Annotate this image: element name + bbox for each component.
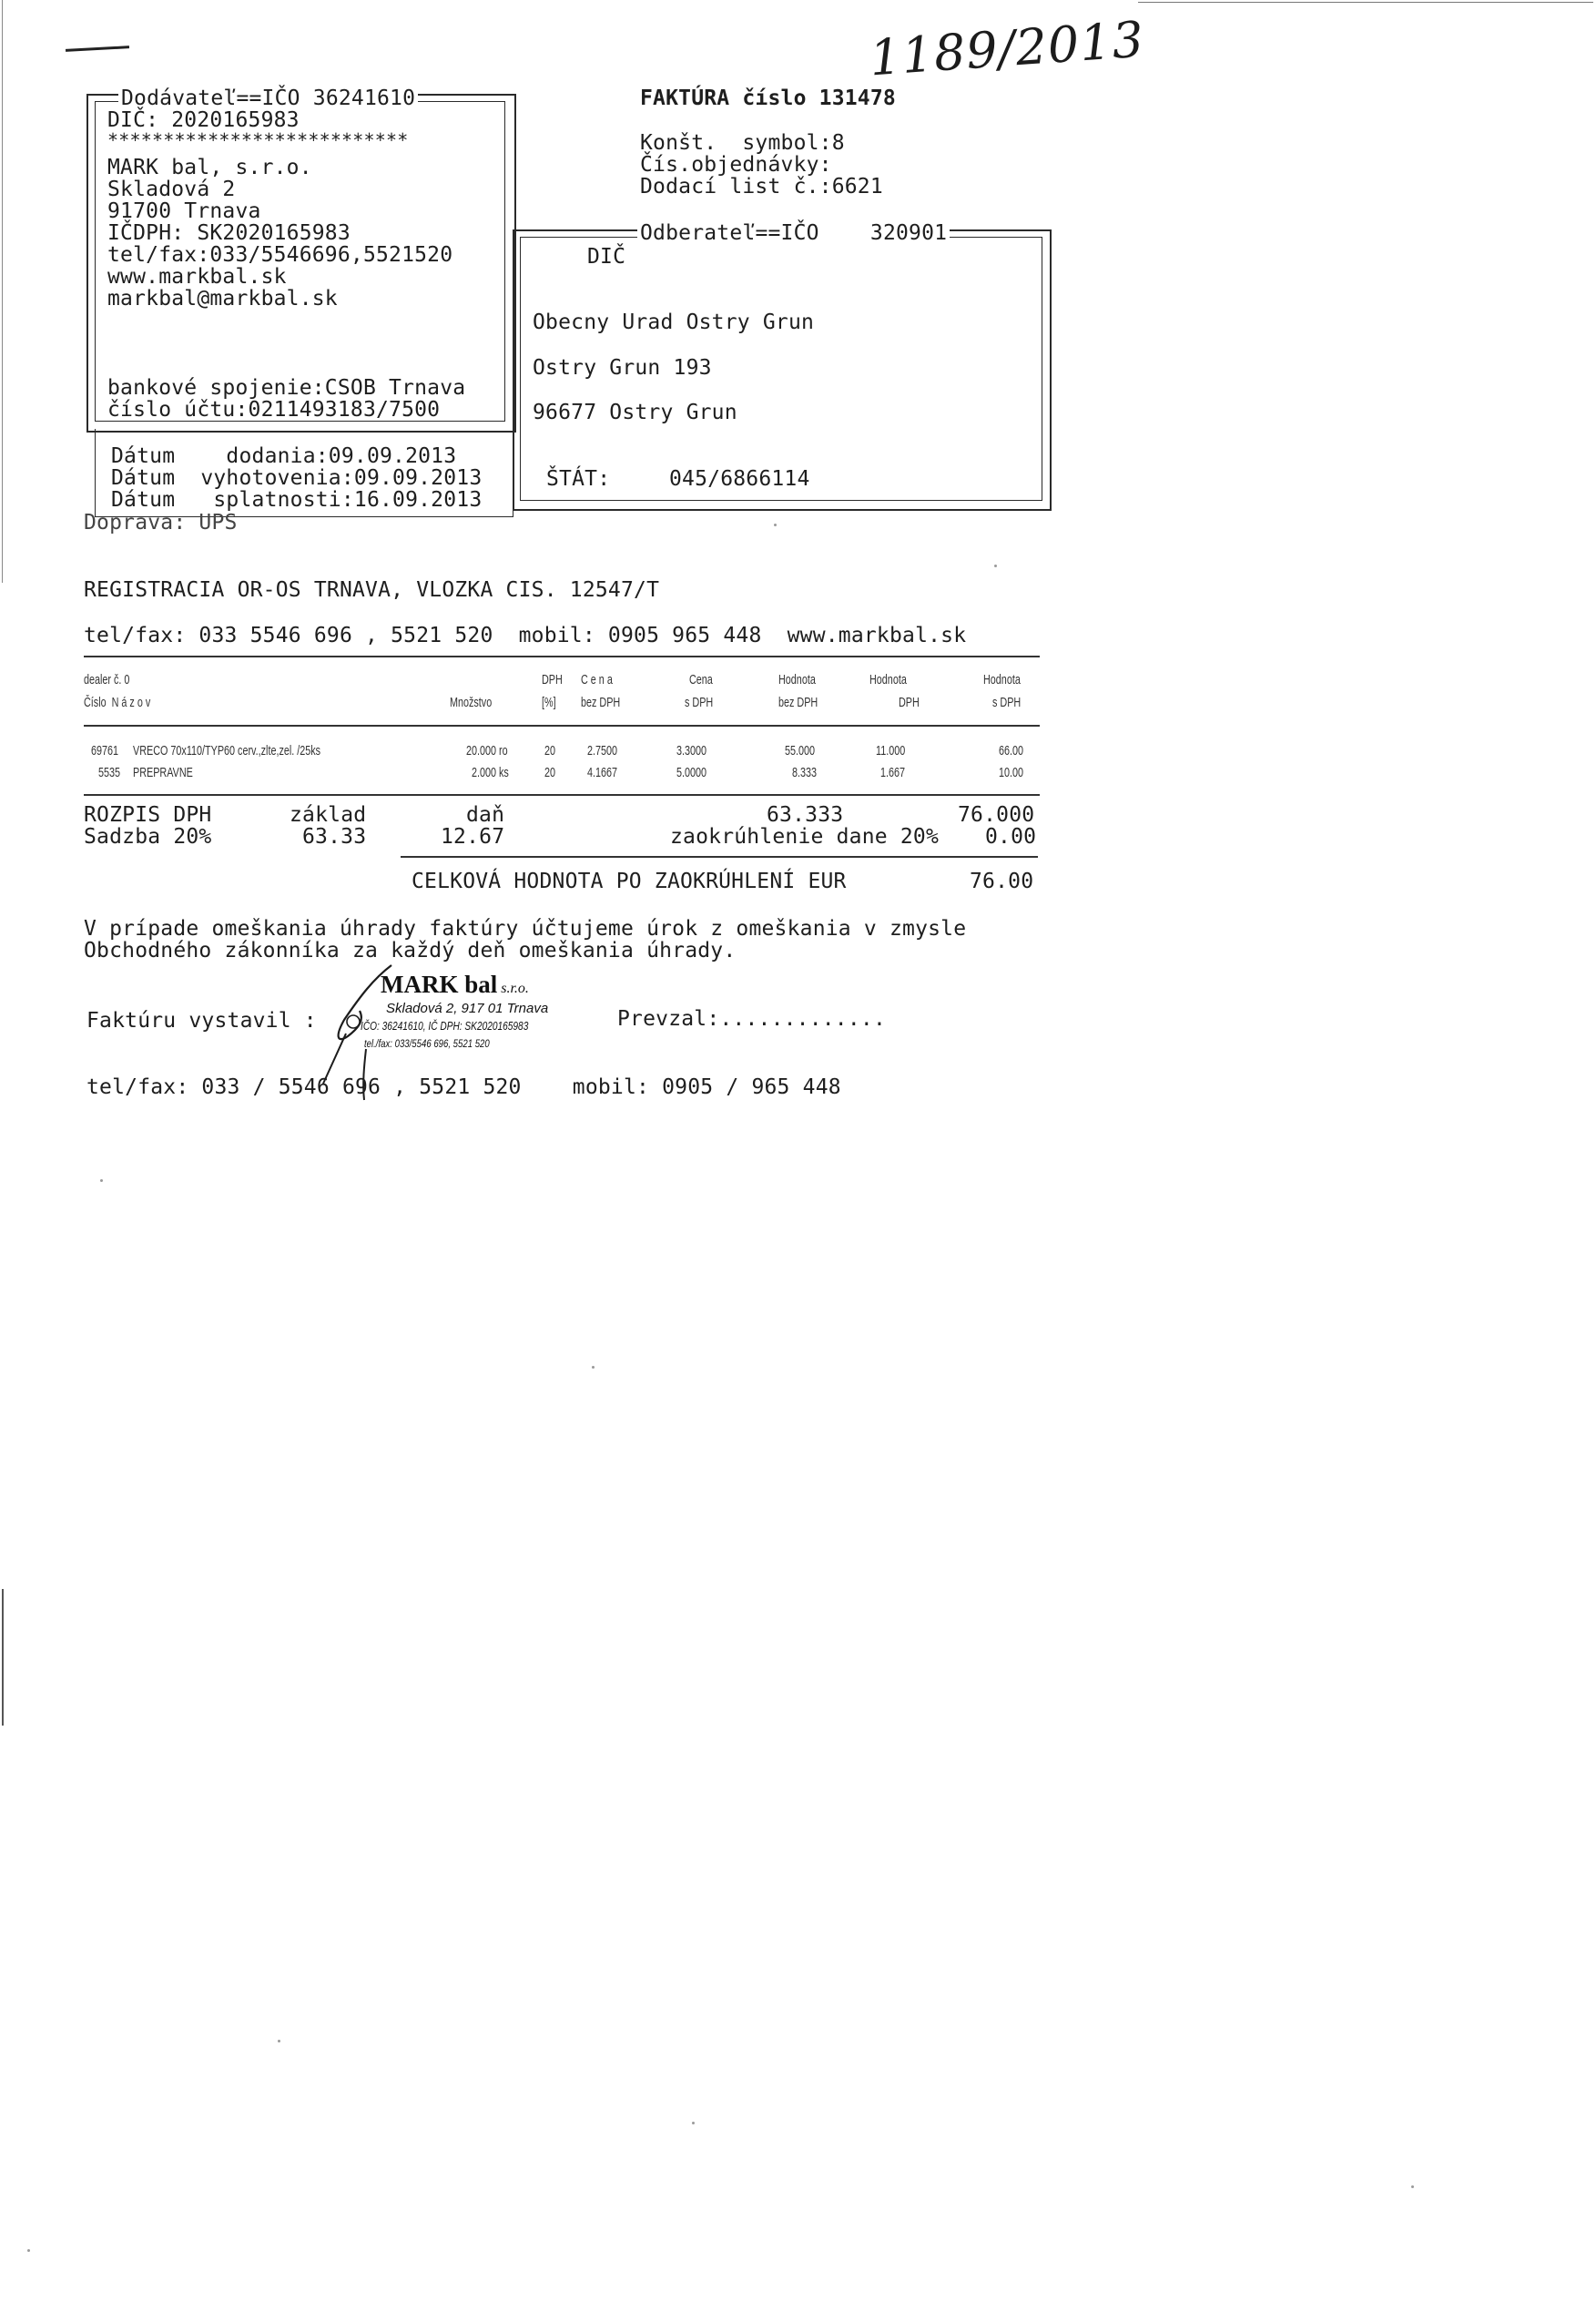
supplier-icdph: IČDPH: SK2020165983 [107,221,351,245]
vat-total-bez: 63.333 [767,803,844,827]
vat-dan-label: daň [466,803,505,827]
delivery-note: Dodací list č.:6621 [640,175,883,199]
row-mnozstvo: 2.000 ks [472,765,509,780]
handwritten-dash [66,46,129,52]
row-dph: 20 [544,765,556,780]
customer-ico: 320901 [869,221,948,245]
th-hodnota: Hodnota [778,672,816,687]
stamp-phone: tel./fax: 033/5546 696, 5521 520 [364,1037,490,1050]
th-hodnota-s: Hodnota [983,672,1021,687]
row-nazov: VRECO 70x110/TYP60 cerv.,zlte,zel. /25ks [133,743,321,759]
row-hodnota-dph: 1.667 [880,765,906,780]
scan-edge-line [2,0,3,583]
stamp-ids: IČO: 36241610, IČ DPH: SK2020165983 [361,1019,529,1033]
customer-name: Obecny Urad Ostry Grun [533,311,815,334]
th-cena-bez: bez DPH [581,695,621,710]
vat-rozpis-label: ROZPIS DPH [84,803,212,827]
row-cena-s: 3.3000 [676,743,707,759]
supplier-email: markbal@markbal.sk [107,287,338,311]
vat-zaklad: 63.33 [302,825,367,849]
scan-speck [994,565,997,567]
scan-speck [1411,2185,1414,2188]
row-cislo: 5535 [98,765,121,780]
th-cena-s: s DPH [685,695,714,710]
supplier-street: Skladová 2 [107,178,236,201]
th-hodnota-bez: bez DPH [778,695,818,710]
supplier-header: Dodávateľ==IČO 36241610 [118,87,418,109]
signature-stroke-1 [339,965,391,1039]
th-dealer: dealer č. 0 [84,672,130,687]
stamp-name: MARK bal s.r.o. [381,971,529,998]
supplier-header-label: Dodávateľ [121,87,237,110]
supplier-account: číslo účtu:0211493183/7500 [107,398,441,422]
supplier-telfax: tel/fax:033/5546696,5521520 [107,243,453,267]
vat-total-s: 76.000 [958,803,1035,827]
vat-rounding: 0.00 [985,825,1037,849]
customer-stat-label: ŠTÁT: [546,467,611,491]
issued-by-label: Faktúru vystavil : [86,1009,317,1033]
row-hodnota-s: 66.00 [999,743,1024,759]
customer-street: Ostry Grun 193 [533,356,712,380]
scan-edge-line [2,1589,4,1726]
vat-dan: 12.67 [441,825,505,849]
table-bottom-rule [84,794,1040,796]
th-mnozstvo: Množstvo [450,695,493,710]
th-dph2: DPH [899,695,920,710]
supplier-ico: 36241610 [312,87,416,110]
supplier-city: 91700 Trnava [107,199,261,223]
invoice-title: FAKTÚRA číslo 131478 [640,87,896,110]
row-hodnota-s: 10.00 [999,765,1024,780]
customer-header: Odberateľ==IČO 320901 [637,222,950,244]
customer-dic: DIČ [587,245,626,269]
th-dph: DPH [542,672,563,687]
registration-line: REGISTRACIA OR-OS TRNAVA, VLOZKA CIS. 12547/T [84,578,660,602]
contact-line: tel/fax: 033 5546 696 , 5521 520 mobil: 0905 965 448 www.markbal.sk [84,624,967,647]
row-cena-s: 5.0000 [676,765,707,780]
vat-rounding-label: zaokrúhlenie dane 20% [670,825,939,849]
row-cislo: 69761 [91,743,119,759]
scan-speck [100,1179,103,1182]
row-cena-bez: 4.1667 [587,765,618,780]
row-hodnota-bez: 55.000 [785,743,816,759]
customer-phone: 045/6866114 [669,467,810,491]
supplier-stars: *************************** [107,129,409,151]
supplier-ico-label: IČO [261,87,300,110]
top-edge-rule [1138,2,1593,3]
vat-sadzba-label: Sadzba 20% [84,825,212,849]
row-mnozstvo: 20.000 ro [466,743,508,759]
scan-speck [692,2122,695,2124]
footer-contact-line: tel/fax: 033 / 5546 696 , 5521 520 mobil: 0905 / 965 448 [86,1075,841,1099]
supplier-dic: DIČ: 2020165983 [107,108,300,132]
customer-city: 96677 Ostry Grun [533,401,737,424]
date-due: Dátum splatnosti:16.09.2013 [111,488,483,512]
th-cena: C e n a [581,672,613,687]
th-s-dph2: s DPH [992,695,1022,710]
table-header-rule [84,725,1040,727]
row-dph: 20 [544,743,556,759]
received-by-label: Prevzal:............. [617,1007,886,1031]
scan-speck [27,2249,30,2252]
supplier-web: www.markbal.sk [107,265,287,289]
late-payment-notice-1: V prípade omeškania úhrady faktúry účtujeme úrok z omeškania v zmysle [84,917,967,941]
scan-speck [774,524,777,526]
row-cena-bez: 2.7500 [587,743,618,759]
vat-zaklad-label: základ [290,803,367,827]
row-hodnota-dph: 11.000 [876,743,906,759]
customer-ico-label: IČO [780,221,819,245]
row-hodnota-bez: 8.333 [792,765,818,780]
stamp-address: Skladová 2, 917 01 Trnava [386,1001,549,1016]
supplier-name: MARK bal, s.r.o. [107,156,312,179]
th-cislo-nazov: Číslo N á z o v [84,695,151,710]
th-dph-pct: [%] [542,695,556,710]
date-issued: Dátum vyhotovenia:09.09.2013 [111,466,483,490]
scan-speck [592,1366,595,1369]
late-payment-notice-2: Obchodného zákonníka za každý deň omeškania úhrady. [84,939,737,962]
customer-header-label: Odberateľ [640,221,756,245]
table-top-rule [84,656,1040,657]
supplier-bank: bankové spojenie:CSOB Trnava [107,376,466,400]
handwritten-reference: 1189/2013 [868,10,1146,87]
transport: Doprava: UPS [84,511,238,535]
scan-speck [278,2040,280,2042]
konst-symbol: Konšt. symbol:8 [640,131,845,155]
grand-total-value: 76.00 [970,870,1034,893]
row-nazov: PREPRAVNE [133,765,193,780]
signature-loop [347,1015,360,1028]
th-hodnota-dph: Hodnota [869,672,907,687]
summary-rule [401,856,1038,858]
grand-total-label: CELKOVÁ HODNOTA PO ZAOKRÚHLENÍ EUR [412,870,847,893]
date-delivery: Dátum dodania:09.09.2013 [111,444,457,468]
th-cena2: Cena [689,672,713,687]
order-number: Čís.objednávky: [640,153,832,177]
